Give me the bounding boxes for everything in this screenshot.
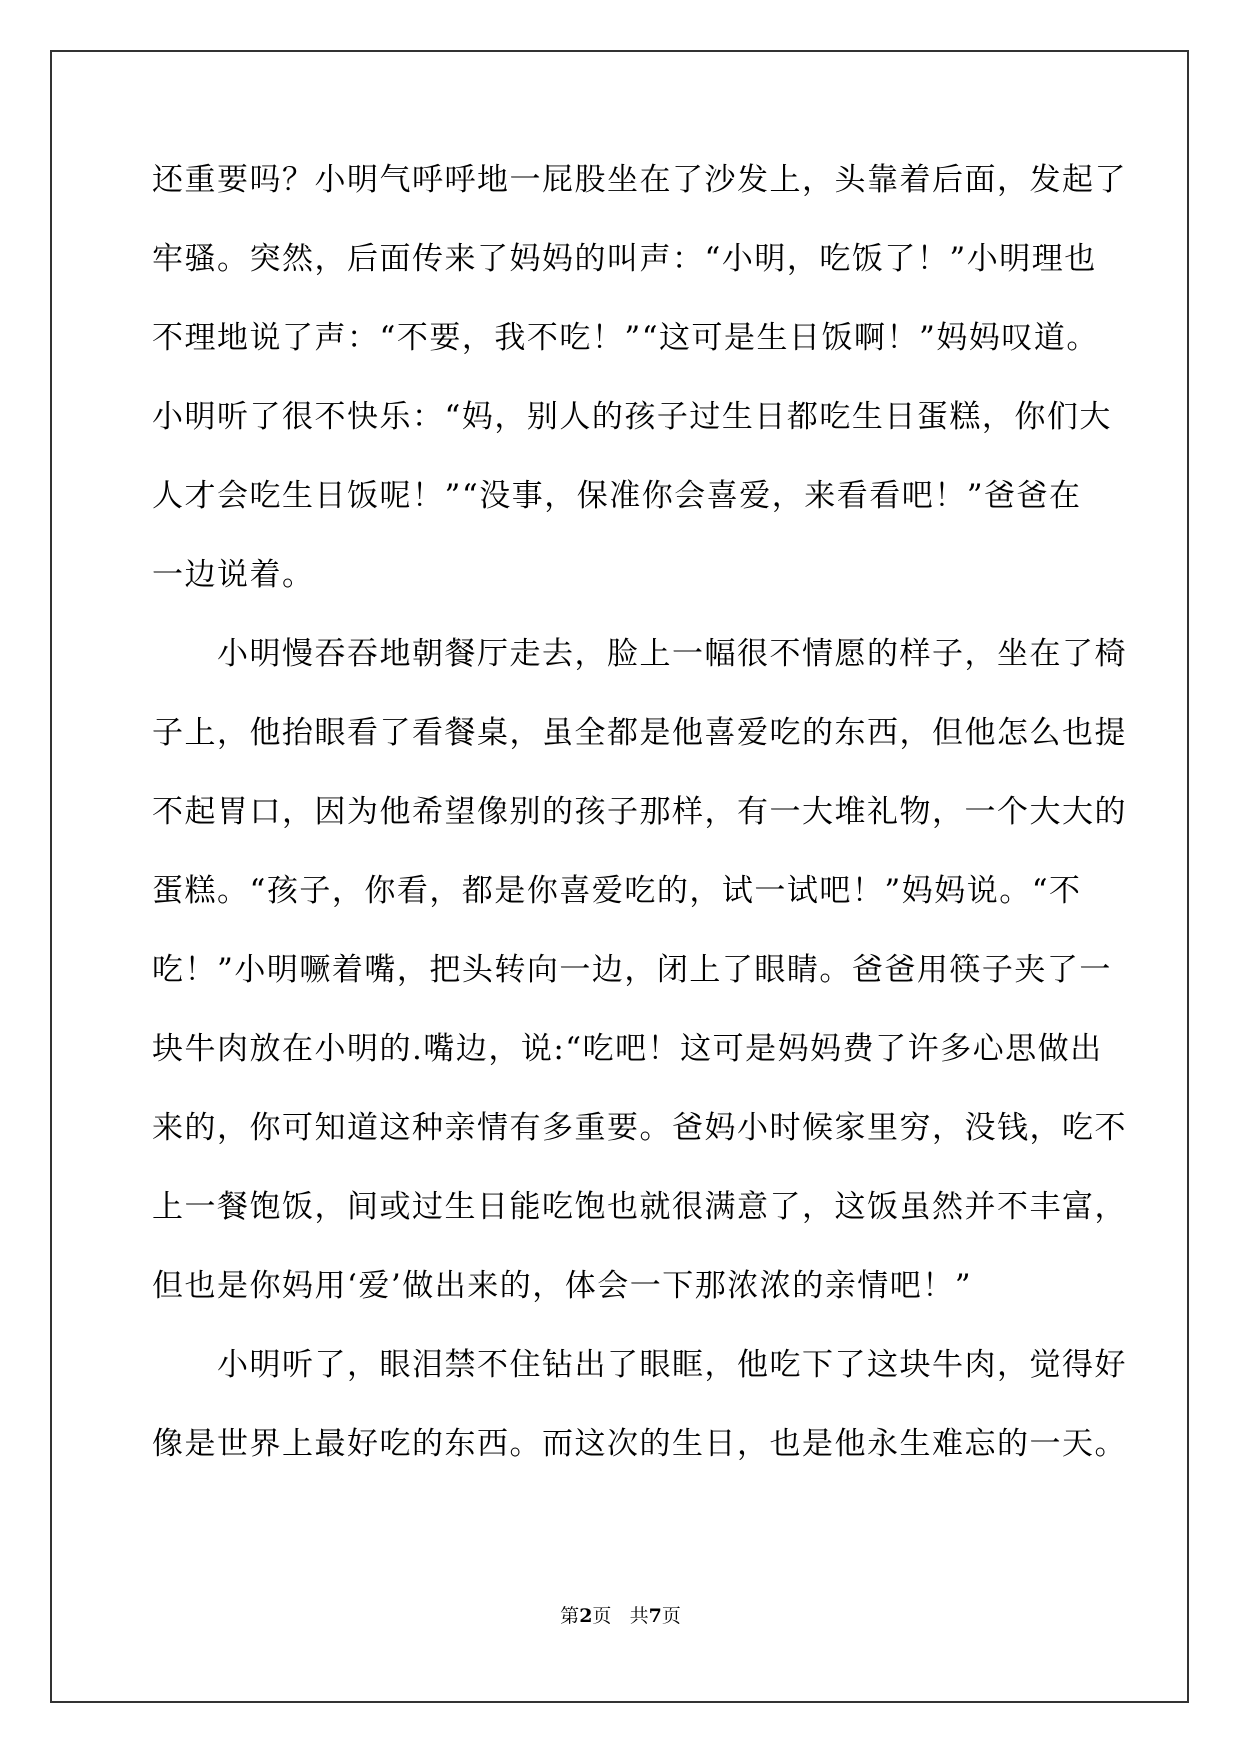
text-line: 上一餐饱饭，间或过生日能吃饱也就很满意了，这饭虽然并不丰富， [152,1189,1127,1225]
text-line: 人才会吃生日饭呢！”“没事，保准你会喜爱，来看看吧！”爸爸在 [152,478,1082,514]
footer-prefix: 第 [560,1605,580,1627]
text-line: 像是世界上最好吃的东西。而这次的生日，也是他永生难忘的一天。 [152,1426,1127,1462]
text-line: 蛋糕。“孩子，你看，都是你喜爱吃的，试一试吧！”妈妈说。“不 [152,873,1082,909]
page-footer [0,1604,1241,1628]
footer-total-suffix: 页 [661,1605,681,1627]
total-pages: 7 [648,1605,662,1627]
footer-page-suffix: 页 [592,1605,612,1627]
text-line: 牢骚。突然，后面传来了妈妈的叫声：“小明，吃饭了！”小明理也 [152,241,1097,277]
text-line: 小明慢吞吞地朝餐厅走去，脸上一幅很不情愿的样子，坐在了椅 [152,636,1127,672]
text-line: 还重要吗？小明气呼呼地一屁股坐在了沙发上，头靠着后面，发起了 [152,162,1127,198]
document-body [152,150,1127,1493]
text-line: 一边说着。 [152,557,315,593]
text-line: 子上，他抬眼看了看餐桌，虽全都是他喜爱吃的东西，但他怎么也提 [152,715,1127,751]
text-line: 但也是你妈用‘爱’做出来的，体会一下那浓浓的亲情吧！” [152,1268,973,1304]
footer-total-prefix: 共 [629,1605,649,1627]
text-line: 块牛肉放在小明的.嘴边，说:“吃吧！这可是妈妈费了许多心思做出 [152,1031,1103,1067]
text-line: 小明听了很不快乐：“妈，别人的孩子过生日都吃生日蛋糕，你们大 [152,399,1112,435]
text-line: 来的，你可知道这种亲情有多重要。爸妈小时候家里穷，没钱，吃不 [152,1110,1127,1146]
text-line: 吃！”小明噘着嘴，把头转向一边，闭上了眼睛。爸爸用筷子夹了一 [152,952,1112,988]
text-line: 不理地说了声：“不要，我不吃！”“这可是生日饭啊！”妈妈叹道。 [152,320,1099,356]
text-line: 不起胃口，因为他希望像别的孩子那样，有一大堆礼物，一个大大的 [152,794,1127,830]
page-number: 2 [579,1605,593,1627]
text-line: 小明听了，眼泪禁不住钻出了眼眶，他吃下了这块牛肉，觉得好 [152,1347,1127,1383]
